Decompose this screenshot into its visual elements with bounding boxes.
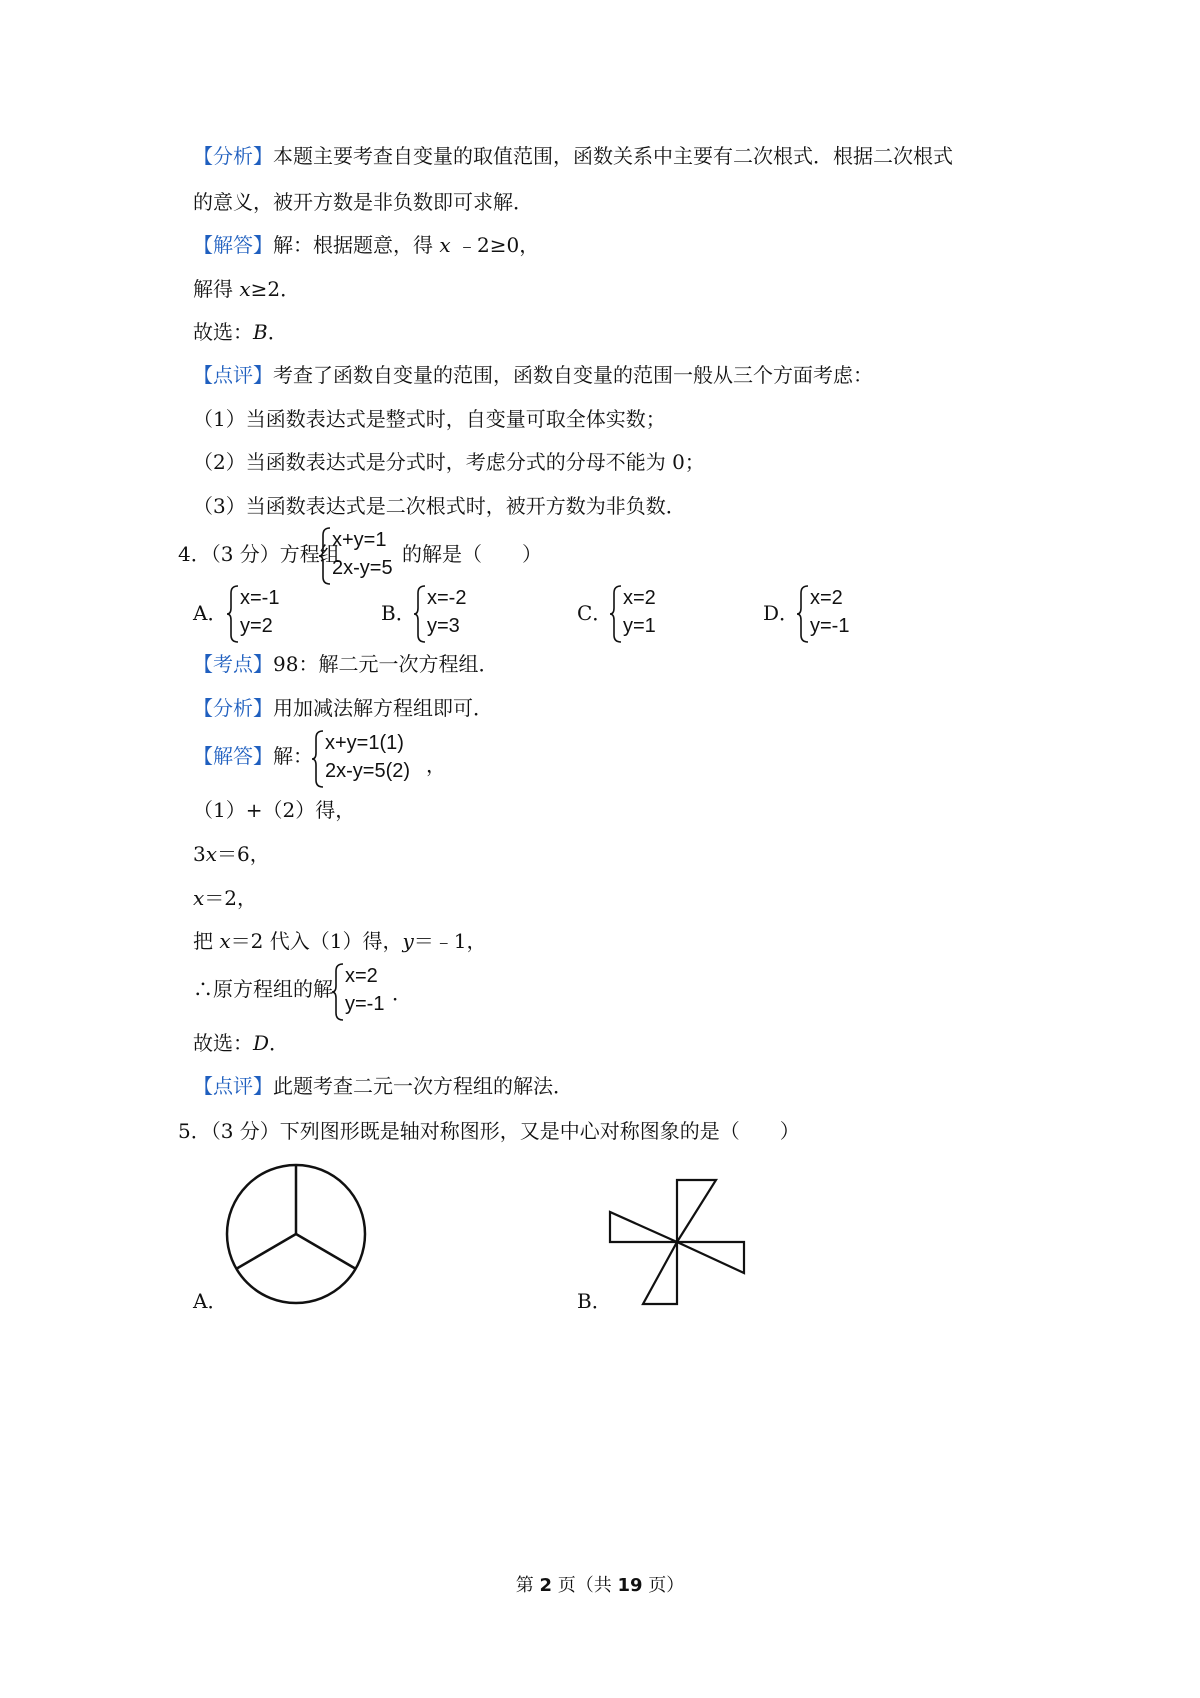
footer-text: 第 — [515, 1575, 540, 1596]
comment-point-1: （1）当函数表达式是整式时，自变量可取全体实数； — [193, 407, 666, 431]
math-var: B — [253, 320, 268, 344]
equation-2: y=-1 — [345, 993, 385, 1015]
math-var: y — [402, 929, 414, 953]
math-var: D — [253, 1031, 270, 1055]
answer-text: ＝6， — [217, 842, 270, 866]
answer-text: 解： — [273, 744, 313, 768]
option-b-label: B． — [381, 601, 416, 625]
kaodian-line — [193, 651, 498, 677]
answer-text: 解得 — [193, 277, 240, 301]
answer-text: 把 — [193, 929, 220, 953]
answer-text: ． — [269, 1031, 290, 1055]
equation-1: x=2 — [810, 587, 843, 609]
math-var: x — [439, 233, 451, 257]
analysis-tag: 【分析】 — [193, 696, 273, 720]
answer2-line-1 — [193, 743, 313, 769]
comment-point-3: （3）当函数表达式是二次根式时，被开方数为非负数． — [193, 494, 686, 518]
q5-stem: 5．（3 分）下列图形既是轴对称图形，又是中心对称图象的是（ ） — [178, 1119, 800, 1143]
left-brace-icon — [318, 526, 332, 586]
q5-option-b-label: B． — [577, 1289, 612, 1313]
math-var: x — [205, 842, 218, 866]
answer2-comma: ， — [426, 753, 446, 777]
pinwheel-figure — [604, 1176, 750, 1310]
option-c-label: C． — [577, 601, 613, 625]
answer2-equation-system — [311, 729, 436, 789]
option-d-system — [796, 584, 886, 644]
analysis-text: 用加减法解方程组即可． — [273, 696, 493, 720]
answer2-step-3 — [193, 885, 257, 911]
left-brace-icon — [413, 584, 427, 644]
kaodian-text: 98：解二元一次方程组． — [273, 652, 499, 676]
comment2-line — [193, 1073, 573, 1099]
comment-point-2: （2）当函数表达式是分式时，考虑分式的分母不能为 0； — [193, 450, 705, 474]
total-pages: 19 — [617, 1575, 643, 1596]
answer-text: ＝﹣1， — [413, 929, 487, 953]
left-brace-icon — [311, 729, 325, 789]
equation-1: x+y=1(1) — [325, 732, 404, 754]
option-a-label: A． — [193, 601, 228, 625]
left-brace-icon — [226, 584, 240, 644]
answer-text: ． — [267, 320, 288, 344]
answer2-step-2 — [193, 841, 270, 867]
analysis-line-1 — [193, 143, 953, 169]
math-var: x — [193, 886, 205, 910]
option-c-system — [609, 584, 699, 644]
answer-text: 解：根据题意，得 — [273, 233, 440, 257]
answer2-step-4 — [193, 928, 487, 954]
answer-line-3 — [193, 319, 288, 345]
kaodian-tag: 【考点】 — [193, 652, 273, 676]
analysis-line-2: 的意义，被开方数是非负数即可求解． — [193, 190, 533, 214]
answer2-step-5: ∴原方程组的解 — [193, 977, 333, 1001]
answer-text: ﹣2≥0， — [450, 233, 540, 257]
answer-line-1 — [193, 232, 539, 258]
equation-2: y=-1 — [810, 615, 850, 637]
equation-2: y=1 — [623, 615, 656, 637]
q4-stem-suffix: 的解是（ ） — [402, 542, 542, 566]
q5-option-a-label: A． — [193, 1289, 228, 1313]
option-d-label: D． — [763, 601, 800, 625]
math-var: x — [239, 277, 251, 301]
answer2-step-6 — [193, 1030, 289, 1056]
q4-equation-system — [318, 526, 408, 586]
equation-1: x=2 — [345, 965, 378, 987]
answer-tag: 【解答】 — [193, 233, 273, 257]
analysis-tag: 【分析】 — [193, 144, 273, 168]
equation-2: y=2 — [240, 615, 273, 637]
answer2-solution-system — [331, 962, 401, 1022]
comment-tag: 【点评】 — [193, 363, 273, 387]
page-number: 2 — [539, 1575, 552, 1596]
answer-text: ＝2 代入（1）得， — [230, 929, 403, 953]
footer-text: 页（共 — [552, 1575, 618, 1596]
equation-2: y=3 — [427, 615, 460, 637]
option-b-system — [413, 584, 503, 644]
answer2-period: ． — [392, 981, 412, 1005]
analysis2-line — [193, 695, 493, 721]
comment-tag: 【点评】 — [193, 1074, 273, 1098]
page-footer — [0, 1571, 1200, 1597]
answer-text: 故选： — [193, 1031, 253, 1055]
equation-1: x=-2 — [427, 587, 467, 609]
option-a-system — [226, 584, 316, 644]
equation-2: 2x-y=5(2) — [325, 760, 411, 782]
answer2-step-1: （1）+（2）得， — [193, 798, 356, 822]
answer-text: 故选： — [193, 320, 253, 344]
answer-text: ＝2， — [204, 886, 258, 910]
comment-text: 此题考查二元一次方程组的解法． — [273, 1074, 573, 1098]
comment-line — [193, 362, 873, 388]
equation-1: x+y=1 — [332, 529, 387, 551]
q4-stem-prefix: 4．（3 分）方程组 — [178, 542, 340, 566]
answer-tag: 【解答】 — [193, 744, 273, 768]
answer-text: 3 — [193, 842, 206, 866]
left-brace-icon — [796, 584, 810, 644]
answer-text: ≥2． — [250, 277, 301, 301]
comment-text: 考查了函数自变量的范围，函数自变量的范围一般从三个方面考虑： — [273, 363, 873, 387]
equation-1: x=2 — [623, 587, 656, 609]
footer-text: 页） — [642, 1575, 685, 1596]
left-brace-icon — [331, 962, 345, 1022]
circle-three-sectors-figure — [224, 1162, 368, 1306]
math-var: x — [219, 929, 231, 953]
left-brace-icon — [609, 584, 623, 644]
equation-1: x=-1 — [240, 587, 280, 609]
analysis-text: 本题主要考查自变量的取值范围，函数关系中主要有二次根式．根据二次根式 — [273, 144, 953, 168]
answer-line-2 — [193, 276, 300, 302]
equation-2: 2x-y=5 — [332, 557, 393, 579]
